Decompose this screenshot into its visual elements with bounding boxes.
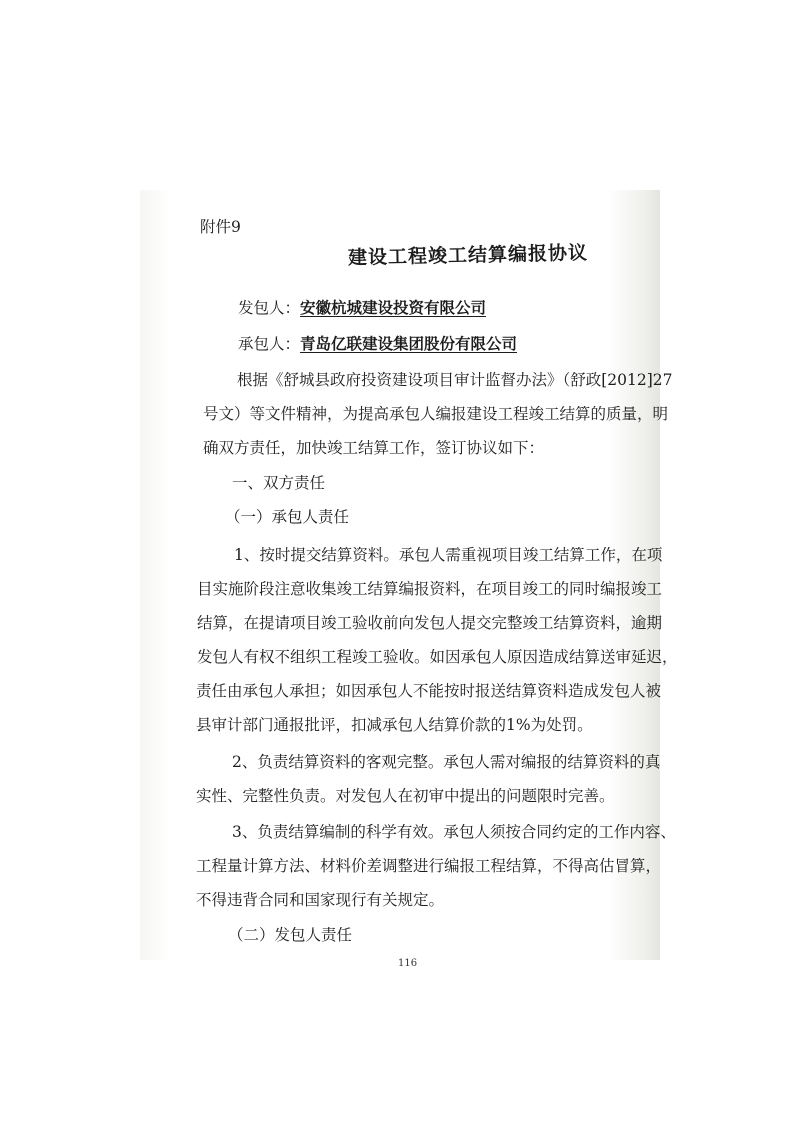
sub1-heading: （一）承包人责任 (225, 508, 350, 526)
intro-line-2: 号文）等文件精神，为提高承包人编报建设工程竣工结算的质量，明 (203, 405, 669, 423)
item3-line-2: 工程量计算方法、材料价差调整进行编报工程结算，不得高估冒算， (196, 857, 662, 875)
item3-line-1: 3、负责结算编制的科学有效。承包人须按合同约定的工作内容、 (232, 823, 676, 841)
item1-line-4: 发包人有权不组织工程竣工验收。如因承包人原因造成结算送审延迟， (197, 648, 678, 666)
contractor-name: 青岛亿联建设集团股份有限公司 (300, 334, 518, 353)
item1-line-6: 县审计部门通报批评，扣减承包人结算价款的1%为处罚。 (196, 716, 593, 734)
item1-line-2: 目实施阶段注意收集竣工结算编报资料，在项目竣工的同时编报竣工 (197, 580, 663, 598)
document-title: 建设工程竣工结算编报协议 (347, 241, 589, 269)
contractor-label: 承包人： (238, 335, 301, 353)
item1-line-3: 结算，在提请项目竣工验收前向发包人提交完整竣工结算资料，逾期 (197, 614, 663, 632)
intro-line-3: 确双方责任，加快竣工结算工作，签订协议如下： (203, 439, 545, 457)
item1-line-5: 责任由承包人承担；如因承包人不能按时报送结算资料造成发包人被 (196, 682, 662, 700)
contractor-line (238, 335, 517, 353)
employer-label: 发包人： (238, 299, 301, 317)
item1-line-1: 1、按时提交结算资料。承包人需重视项目竣工结算工作，在项 (234, 546, 663, 564)
item2-line-1: 2、负责结算资料的客观完整。承包人需对编报的结算资料的真 (232, 753, 661, 771)
page-number: 116 (398, 958, 418, 969)
intro-line-1: 根据《舒城县政府投资建设项目审计监督办法》（舒政[2012]27 (237, 371, 673, 389)
item2-line-2: 实性、完整性负责。对发包人在初审中提出的问题限时完善。 (196, 787, 615, 805)
employer-line (238, 299, 486, 317)
employer-name: 安徽杭城建设投资有限公司 (300, 298, 487, 317)
attachment-label: 附件9 (200, 218, 241, 236)
section1-heading: 一、双方责任 (232, 474, 326, 492)
sub2-heading: （二）发包人责任 (228, 926, 353, 944)
item3-line-3: 不得违背合同和国家现行有关规定。 (196, 891, 445, 909)
